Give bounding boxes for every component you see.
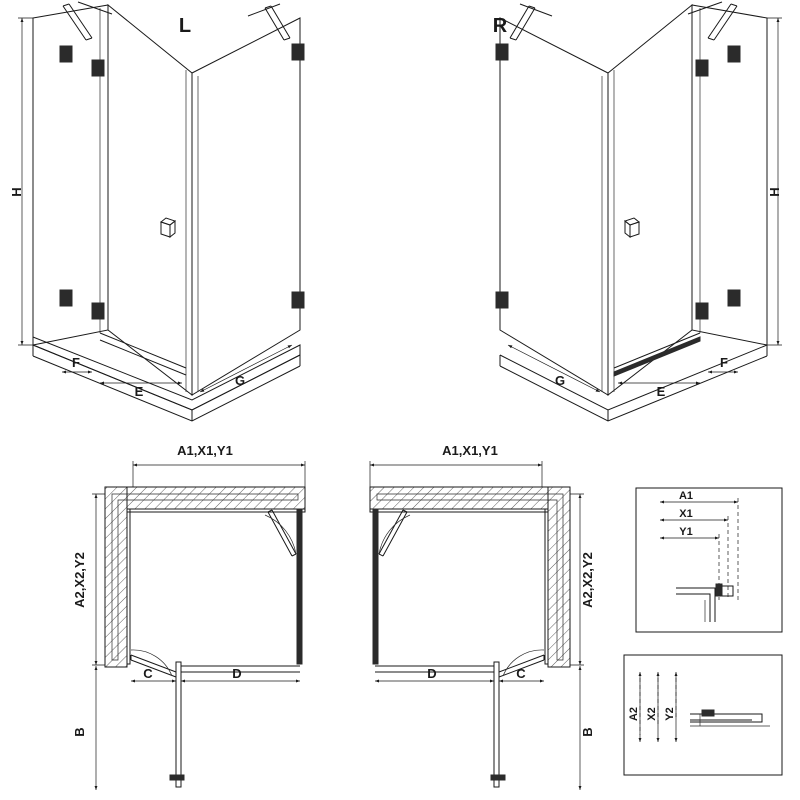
dim-B-left: B	[72, 727, 87, 737]
dim-D-left: D	[232, 666, 242, 681]
view-perspective-left	[9, 2, 304, 421]
dim-C-left: C	[143, 666, 153, 681]
dim-B-right: B	[580, 727, 595, 737]
dim-C-right: C	[516, 666, 526, 681]
view-detail-top	[636, 488, 782, 632]
detail-label-X2: X2	[646, 707, 658, 721]
dim-A2X2Y2-left: A2,X2,Y2	[72, 552, 87, 608]
view-plan-left	[72, 443, 305, 790]
label-F-left: F	[72, 355, 80, 370]
label-G-right: G	[554, 373, 566, 388]
label-E-right: E	[656, 384, 666, 399]
detail-label-Y1: Y1	[679, 526, 693, 538]
title-left: L	[178, 15, 192, 37]
dim-A1X1Y1-left: A1,X1,Y1	[177, 443, 233, 458]
dim-A2X2Y2-right: A2,X2,Y2	[580, 552, 595, 608]
label-E-left: E	[134, 384, 144, 399]
view-detail-bottom	[624, 655, 782, 775]
detail-label-A1: A1	[678, 490, 694, 502]
label-H-left: H	[9, 187, 24, 197]
label-F-right: F	[720, 355, 728, 370]
detail-label-Y2: Y2	[664, 707, 676, 721]
label-G-left: G	[234, 373, 246, 388]
detail-label-A2: A2	[628, 706, 640, 722]
detail-label-X1: X1	[679, 508, 693, 520]
title-right: R	[492, 15, 508, 37]
dim-D-right: D	[427, 666, 437, 681]
view-perspective-right	[493, 2, 782, 421]
dim-A1X1Y1-right: A1,X1,Y1	[442, 443, 498, 458]
view-plan-right	[370, 443, 595, 790]
label-H-right: H	[767, 187, 782, 197]
